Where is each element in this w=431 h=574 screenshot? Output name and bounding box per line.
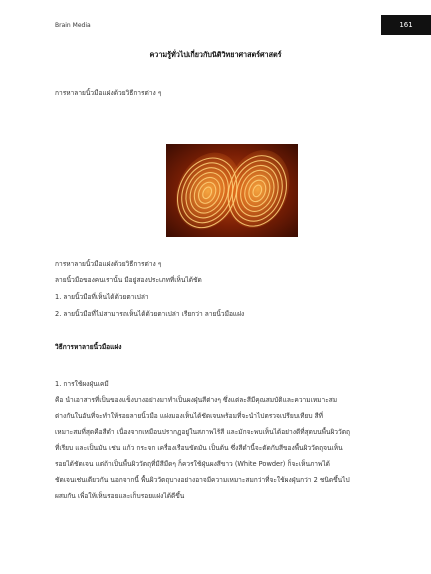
method-title: 1. การใช้ผงฝุ่นเคมี [55, 380, 109, 388]
section1-line: 2. ลายนิ้วมือที่ไม่สามารถเห็นได้ด้วยตาเปล่า เรียกว่า ลายนิ้วมือแฝง [55, 310, 245, 318]
paragraph-line: ต่างกันในอันที่จะทำให้รอยลายนิ้วมือ แฝงมองเห็นได้ชัดเจนพร้อมที่จะนำไปตรวจเปรียบเทียบ สีที่ [55, 412, 323, 420]
section1-line: ลายนิ้วมือของคนเรานั้น มีอยู่สองประเภทที่เห็นได้ชัด [55, 276, 202, 284]
running-header: Brain Media [55, 22, 91, 29]
section-heading: วิธีการหาลายนิ้วมือแฝง [55, 343, 122, 351]
fingerprints-photo-icon [166, 144, 298, 237]
paragraph-line: เหมาะสมที่สุดคือสีดำ เนื่องจากเหมือนปรากฏอยู่ในสภาพไร้สี และมักจะพบเห็นได้อย่างดีที่สุดบนพื้นผิววัตถุ [55, 428, 350, 436]
paragraph-line: ที่เรียบ และเป็นมัน เช่น แก้ว กระจก เครื่องเรือนขัดมัน เป็นต้น ซึ่งสีดำนี้จะตัดกับสีของพื้นผิววัตถุจนเห็น [55, 444, 343, 452]
paragraph-line: คือ นำเอาสารที่เป็นของแข็งบางอย่างมาทำเป็นผงฝุ่นสีต่างๆ ซึ่งแต่ละสีมีคุณสมบัติและความเหมาะสม [55, 396, 338, 404]
paragraph-line: ชัดเจนเช่นเดียวกัน นอกจากนี้ พื้นผิววัตถุบางอย่างอาจมีความเหมาะสมกว่าที่จะใช้ผงฝุ่นกว่า 2 ชนิดขึ้นไป [55, 476, 350, 484]
intro-text: การหาลายนิ้วมือแฝงด้วยวิธีการต่าง ๆ [55, 89, 162, 97]
section1-line: 1. ลายนิ้วมือที่เห็นได้ด้วยตาเปล่า [55, 293, 149, 301]
paragraph-line: รอยได้ชัดเจน แต่ถ้าเป็นพื้นผิววัตถุที่มีสีมืดๆ ก็ควรใช้ฝุ่นผงสีขาว (White Powder) ก็จะเห็นภาพได้ [55, 460, 330, 468]
section1-line: การหาลายนิ้วมือแฝงด้วยวิธีการต่าง ๆ [55, 260, 162, 268]
paragraph-line: ผสมกัน เพื่อให้เห็นรอยและเก็บรอยแฝงได้ดีขึ้น [55, 492, 185, 500]
page-title: ความรู้ทั่วไปเกี่ยวกับนิติวิทยาศาสตร์ศาสตร์ [149, 50, 282, 59]
page-number-badge: 161 [381, 15, 431, 35]
